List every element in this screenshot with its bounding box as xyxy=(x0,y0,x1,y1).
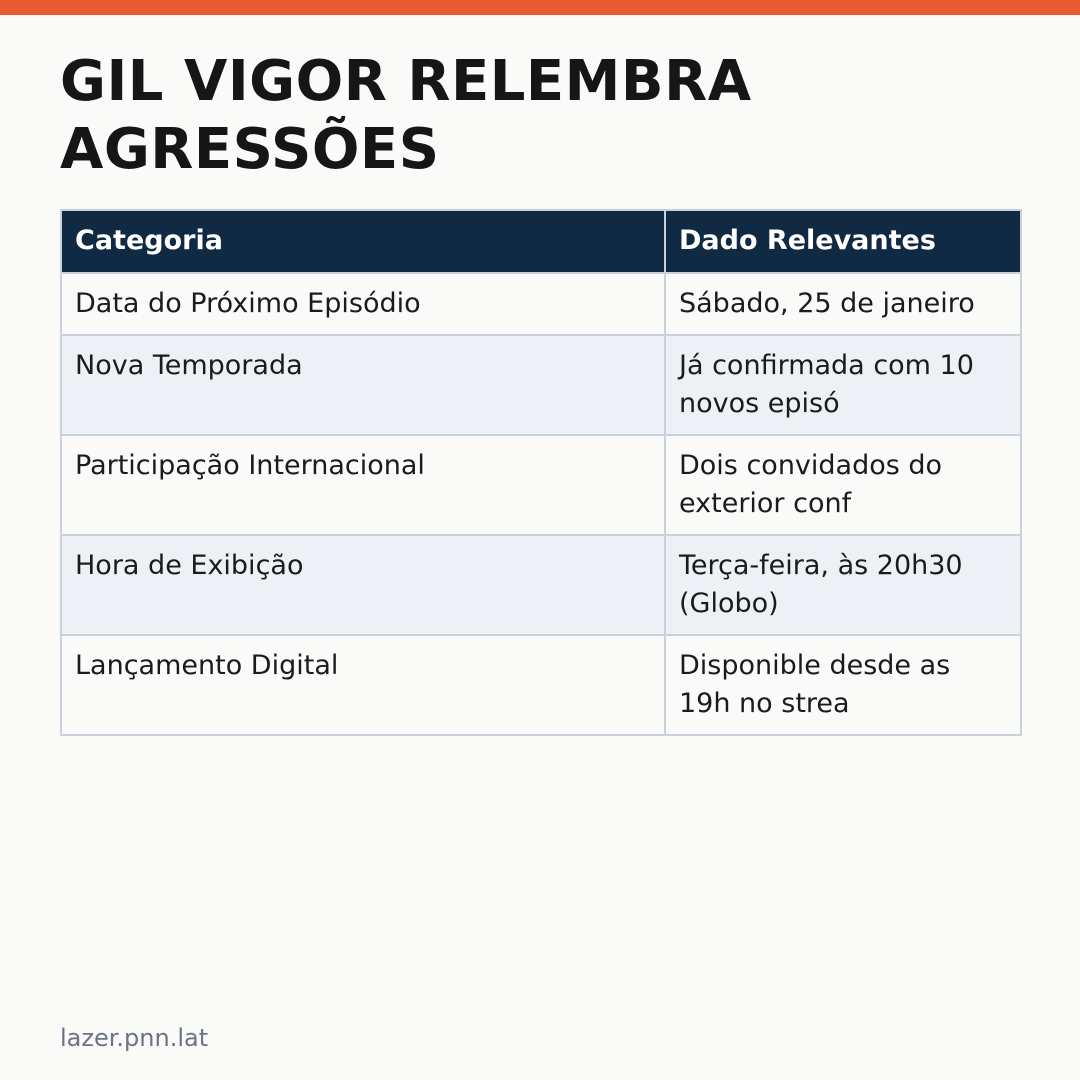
table-cell-details: Já confirmada com 10 novos episó xyxy=(665,335,1021,435)
data-table xyxy=(60,209,1022,736)
source-footer: lazer.pnn.lat xyxy=(60,1024,209,1052)
table-header-row xyxy=(61,210,1021,273)
page-title: GIL VIGOR RELEMBRA AGRESSÕES xyxy=(60,49,752,182)
table-row xyxy=(61,273,1021,335)
table-cell-category: Lançamento Digital xyxy=(61,635,665,735)
table-cell-category: Hora de Exibição xyxy=(61,535,665,635)
table-row xyxy=(61,535,1021,635)
table-cell-details: Dois convidados do exterior conf xyxy=(665,435,1021,535)
column-header-category: Categoria xyxy=(61,210,665,273)
table-cell-details: Disponible desde as 19h no strea xyxy=(665,635,1021,735)
table-row xyxy=(61,435,1021,535)
table-cell-details: Terça-feira, às 20h30 (Globo) xyxy=(665,535,1021,635)
table-cell-category: Data do Próximo Episódio xyxy=(61,273,665,335)
column-header-details: Dado Relevantes xyxy=(665,210,1021,273)
table-cell-category: Nova Temporada xyxy=(61,335,665,435)
accent-bar xyxy=(0,0,1080,15)
table-cell-category: Participação Internacional xyxy=(61,435,665,535)
table-cell-details: Sábado, 25 de janeiro xyxy=(665,273,1021,335)
table-row xyxy=(61,635,1021,735)
table-row xyxy=(61,335,1021,435)
